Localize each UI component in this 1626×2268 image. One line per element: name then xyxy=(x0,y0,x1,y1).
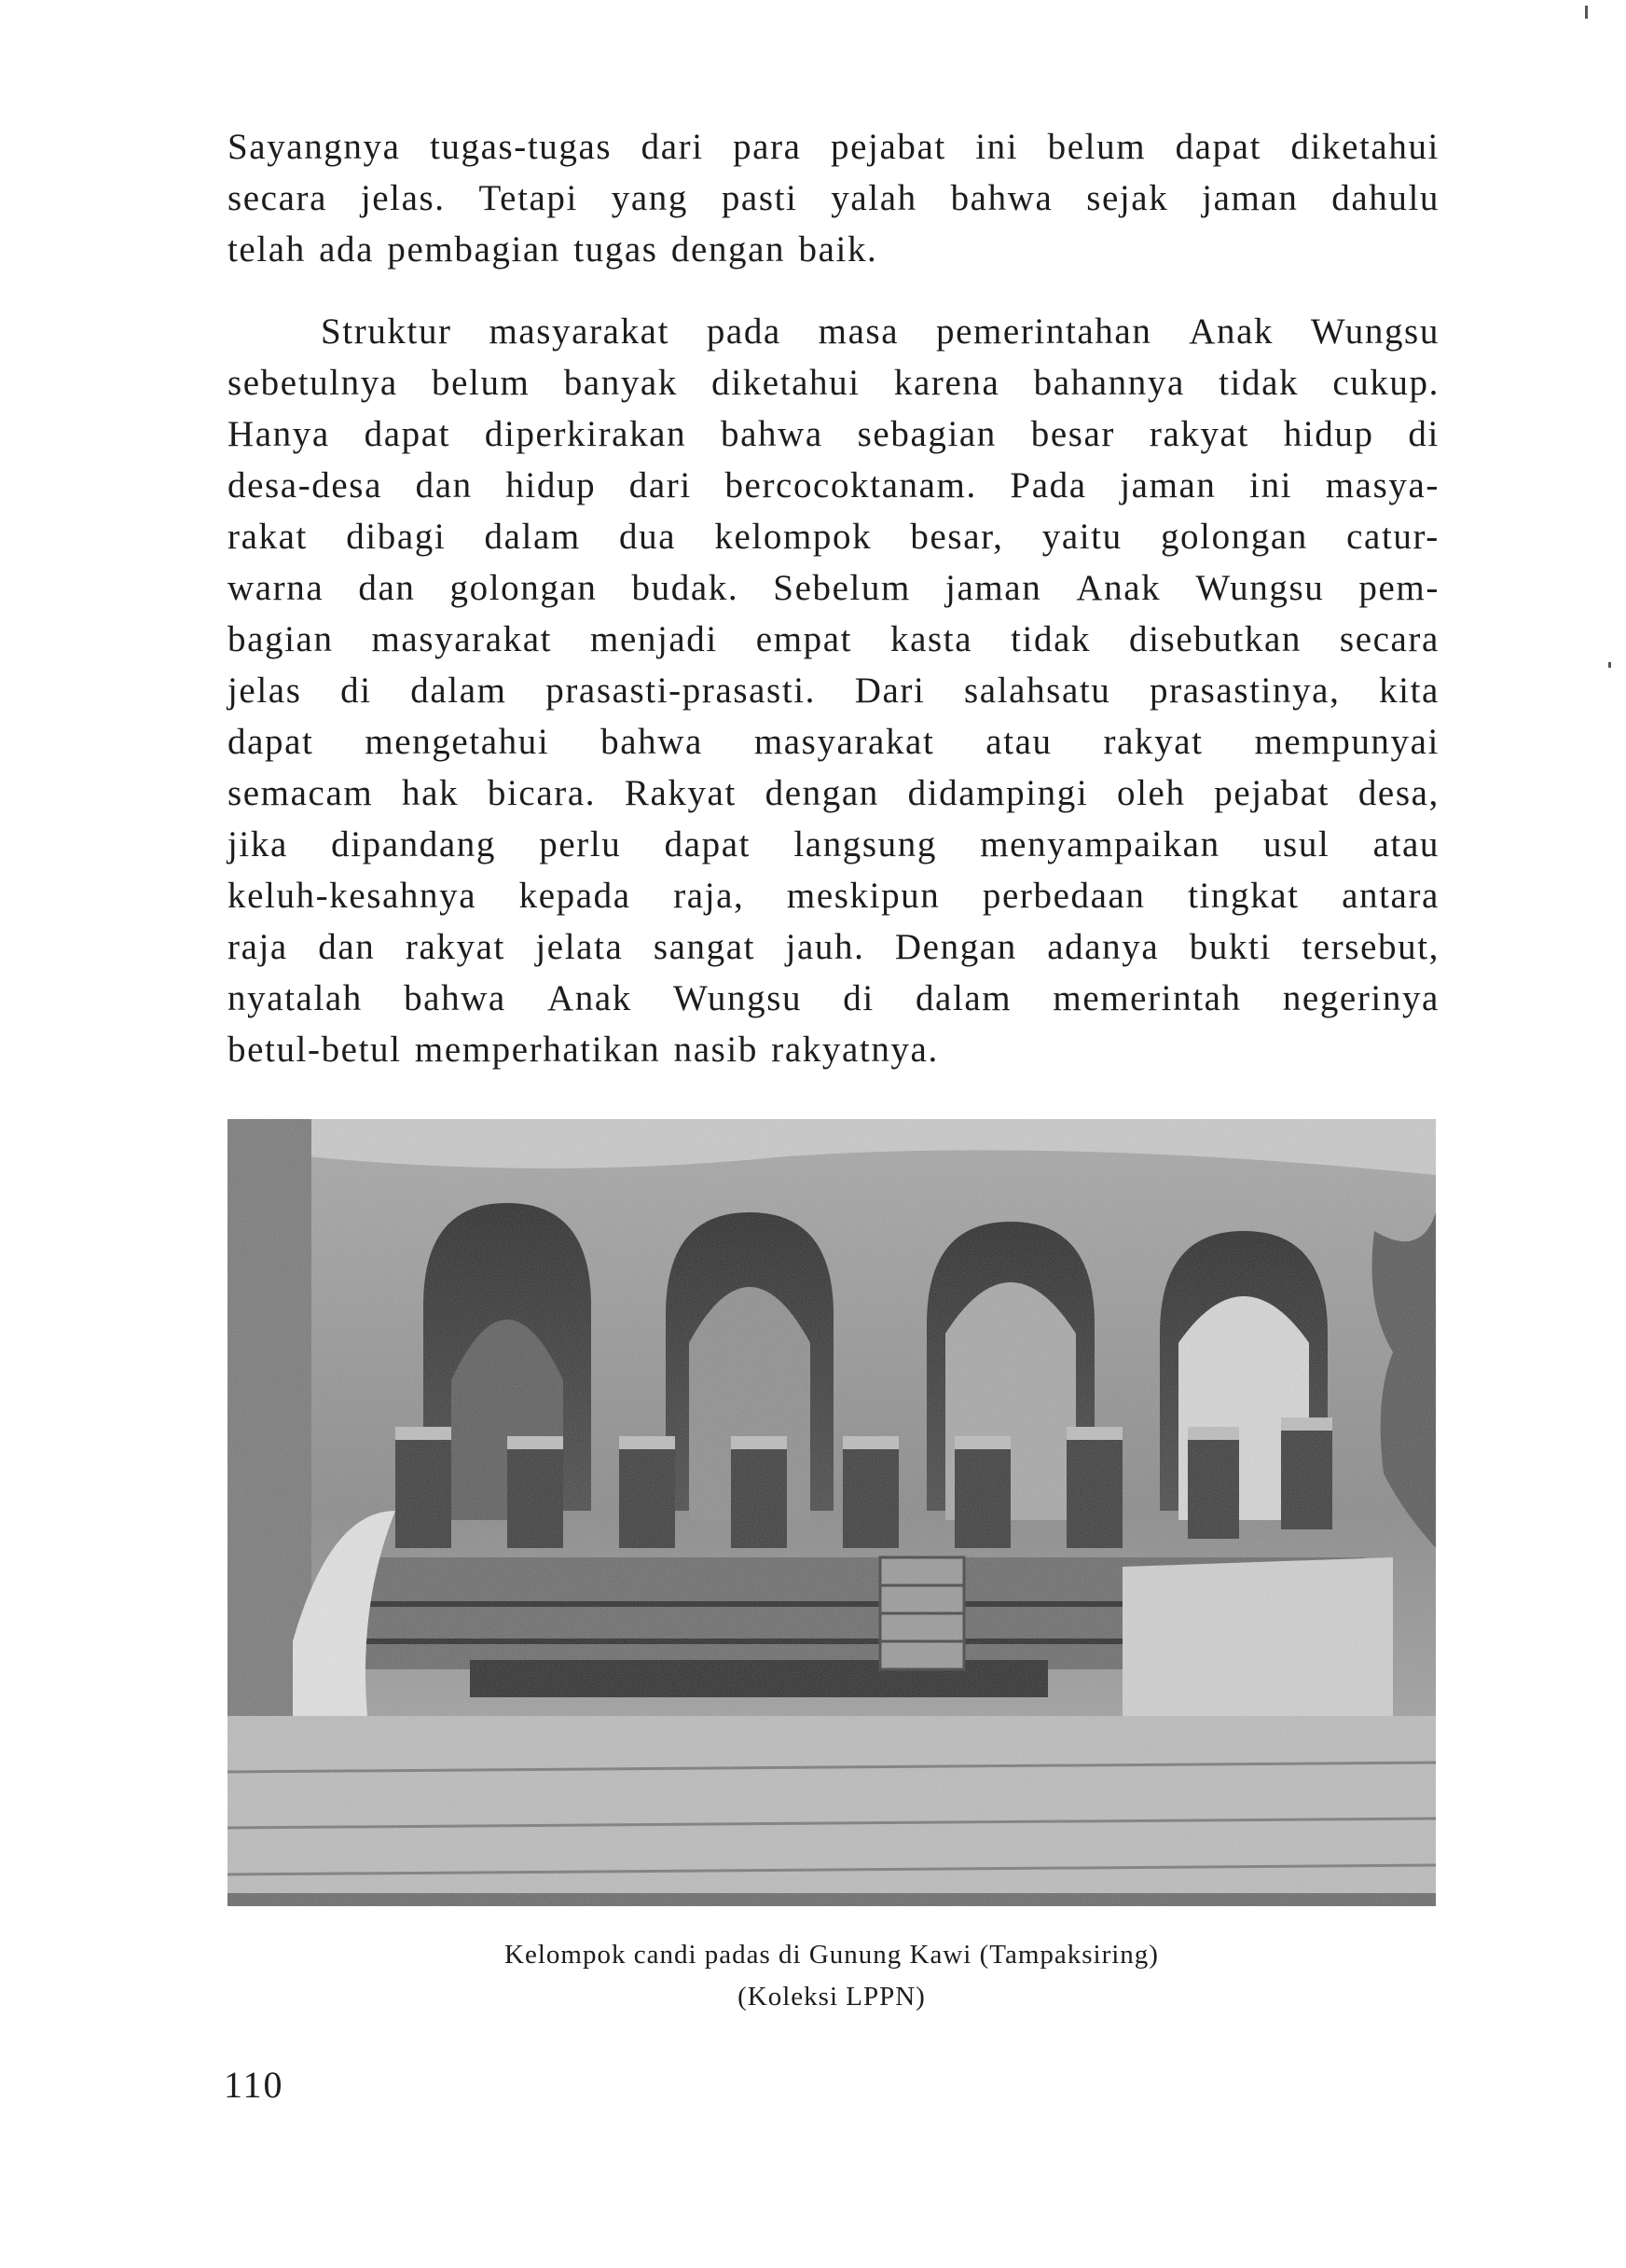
scan-speck xyxy=(1585,6,1588,19)
text-line: raja dan rakyat jelata sangat jauh. Dengan adanya bukti tersebut, xyxy=(227,927,1440,967)
text-line: dapat mengetahui bahwa masyarakat atau rakyat mempunyai xyxy=(227,722,1440,762)
paragraph-2 xyxy=(227,306,1440,1075)
text-line: bagian masyarakat menjadi empat kasta tidak disebutkan secara xyxy=(227,619,1440,659)
figure-caption: Kelompok candi padas di Gunung Kawi (Tampaksiring) xyxy=(504,1940,1159,1970)
text-line: sebetulnya belum banyak diketahui karena bahannya tidak cukup. xyxy=(227,363,1440,403)
text-line: desa-desa dan hidup dari bercocoktanam. Pada jaman ini masya- xyxy=(227,465,1440,505)
text-line: warna dan golongan budak. Sebelum jaman Anak Wungsu pem- xyxy=(227,568,1440,608)
text-line: semacam hak bicara. Rakyat dengan didampingi oleh pejabat desa, xyxy=(227,773,1440,813)
temple-photo xyxy=(227,1119,1436,1906)
text-line: Struktur masyarakat pada masa pemerintahan Anak Wungsu xyxy=(321,311,1440,352)
text-line: Hanya dapat diperkirakan bahwa sebagian besar rakyat hidup di xyxy=(227,414,1440,454)
text-line: telah ada pembagian tugas dengan baik. xyxy=(227,229,878,270)
figure-credit: (Koleksi LPPN) xyxy=(737,1982,926,2012)
text-line: keluh-kesahnya kepada raja, meskipun perbedaan tingkat antara xyxy=(227,876,1440,916)
text-line: Sayangnya tugas-tugas dari para pejabat ini belum dapat diketahui xyxy=(227,127,1440,167)
paragraph-1 xyxy=(227,121,1440,275)
page-number: 110 xyxy=(224,2064,284,2106)
text-line: jika dipandang perlu dapat langsung menyampaikan usul atau xyxy=(227,824,1440,864)
text-line: rakat dibagi dalam dua kelompok besar, yaitu golongan catur- xyxy=(227,517,1440,557)
text-line: betul-betul memperhatikan nasib rakyatnya. xyxy=(227,1030,939,1070)
text-line: jelas di dalam prasasti-prasasti. Dari salahsatu prasastinya, kita xyxy=(227,671,1440,711)
scan-speck xyxy=(1608,662,1611,668)
text-line: secara jelas. Tetapi yang pasti yalah bahwa sejak jaman dahulu xyxy=(227,178,1440,218)
text-line: nyatalah bahwa Anak Wungsu di dalam memerintah negerinya xyxy=(227,978,1440,1018)
